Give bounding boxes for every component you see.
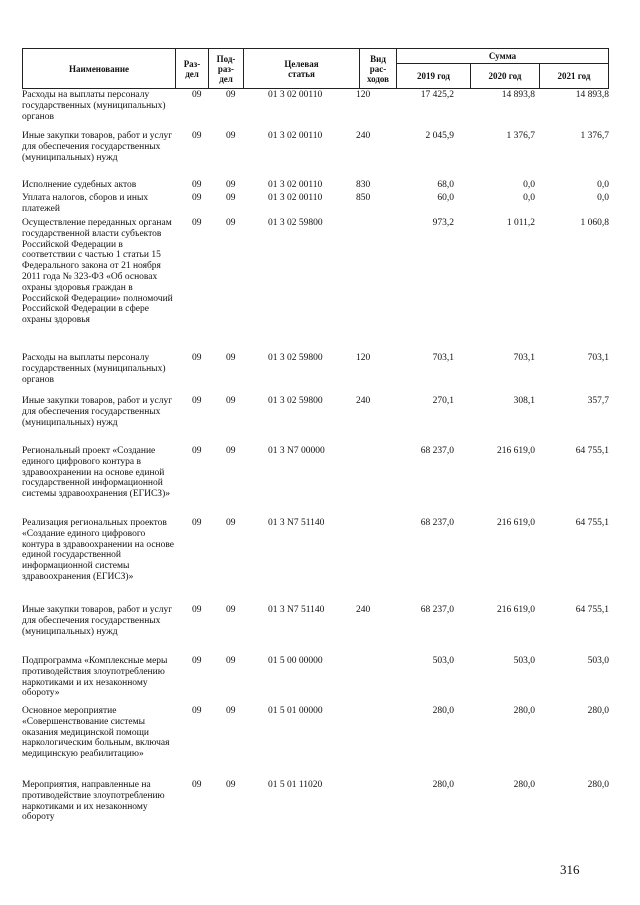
row-name: Основное мероприятие «Совершенствование системы оказания медицинской помощи наркологическим больным, включая медицинскую реабилитацию» xyxy=(22,706,170,760)
row-razdel: 09 xyxy=(192,353,202,363)
row-celevaya: 01 3 N7 51140 xyxy=(268,605,325,615)
row-razdel: 09 xyxy=(192,90,202,100)
row-2020: 503,0 xyxy=(513,656,535,666)
row-name: Подпрограмма «Комплексные меры противодействия злоупотреблению наркотиками и их незаконному обороту» xyxy=(22,656,168,699)
row-2019: 2 045,9 xyxy=(425,131,454,141)
row-celevaya: 01 3 02 00110 xyxy=(268,180,323,190)
row-razdel: 09 xyxy=(192,518,202,528)
row-2019: 68 237,0 xyxy=(420,518,454,528)
row-name: Осуществление переданных органам государственной власти субъектов Российской Федерации в соответствии с частью 1 статьи 15 Федерального закона от 21 ноября 2011 года № 323-ФЗ «Об основах охраны здоровья граждан в Российской Федерации» полномочий Российской Федерации в сфере охраны здоровья xyxy=(22,218,173,326)
row-razdel: 09 xyxy=(192,193,202,203)
table-header xyxy=(22,48,609,89)
row-2019: 973,2 xyxy=(432,218,454,228)
row-podrazdel: 09 xyxy=(226,518,236,528)
row-2020: 216 619,0 xyxy=(497,446,535,456)
header-podrazdel: Под- раз- дел xyxy=(209,49,244,88)
row-podrazdel: 09 xyxy=(226,446,236,456)
row-podrazdel: 09 xyxy=(226,656,236,666)
row-2019: 280,0 xyxy=(432,706,454,716)
row-razdel: 09 xyxy=(192,706,202,716)
row-celevaya: 01 3 02 00110 xyxy=(268,131,323,141)
row-name: Уплата налогов, сборов и иных платежей xyxy=(22,193,149,214)
header-summa: Сумма xyxy=(397,49,608,64)
row-vid: 830 xyxy=(356,180,371,190)
row-celevaya: 01 5 01 11020 xyxy=(268,780,323,790)
row-2021: 1 376,7 xyxy=(580,131,609,141)
row-2021: 64 755,1 xyxy=(575,518,609,528)
row-2019: 280,0 xyxy=(432,780,454,790)
row-celevaya: 01 5 01 00000 xyxy=(268,706,323,716)
row-2021: 503,0 xyxy=(587,656,609,666)
header-name: Наименование xyxy=(23,49,176,88)
row-2020: 280,0 xyxy=(513,706,535,716)
row-name: Мероприятия, направленные на противодействие злоупотреблению наркотиками и их незаконному обороту xyxy=(22,780,165,823)
row-celevaya: 01 3 02 59800 xyxy=(268,218,323,228)
row-2021: 280,0 xyxy=(587,706,609,716)
row-celevaya: 01 3 02 59800 xyxy=(268,353,323,363)
header-vid: Вид рас- ходов xyxy=(360,49,397,88)
row-razdel: 09 xyxy=(192,396,202,406)
row-celevaya: 01 5 00 00000 xyxy=(268,656,323,666)
header-2020: 2020 год xyxy=(471,64,540,88)
page-number: 316 xyxy=(560,862,580,877)
header-razdel: Раз- дел xyxy=(176,49,209,88)
row-celevaya: 01 3 02 00110 xyxy=(268,193,323,203)
row-podrazdel: 09 xyxy=(226,218,236,228)
row-2021: 64 755,1 xyxy=(575,605,609,615)
row-name: Расходы на выплаты персоналу государственных (муниципальных) органов xyxy=(22,353,166,385)
row-2020: 0,0 xyxy=(523,180,535,190)
row-name: Иные закупки товаров, работ и услуг для обеспечения государственных (муниципальных) нужд xyxy=(22,396,173,428)
row-2020: 14 893,8 xyxy=(501,90,535,100)
row-vid: 240 xyxy=(356,396,371,406)
row-2021: 0,0 xyxy=(597,180,609,190)
row-razdel: 09 xyxy=(192,446,202,456)
row-podrazdel: 09 xyxy=(226,193,236,203)
row-2019: 68,0 xyxy=(437,180,454,190)
row-2020: 308,1 xyxy=(513,396,535,406)
row-celevaya: 01 3 N7 00000 xyxy=(268,446,325,456)
row-2021: 0,0 xyxy=(597,193,609,203)
header-celevaya: Целевая статья xyxy=(244,49,360,88)
row-2021: 1 060,8 xyxy=(580,218,609,228)
row-2020: 216 619,0 xyxy=(497,605,535,615)
row-2019: 703,1 xyxy=(432,353,454,363)
row-2020: 1 011,2 xyxy=(506,218,535,228)
row-name: Реализация региональных проектов «Создание единого цифрового контура в здравоохранении на основе единой государственной информационной системы здравоохранения (ЕГИСЗ)» xyxy=(22,518,175,582)
row-vid: 850 xyxy=(356,193,371,203)
row-name: Региональный проект «Создание единого цифрового контура в здравоохранении на основе единой государственной информационной системы здравоохранения (ЕГИСЗ)» xyxy=(22,446,170,500)
row-2019: 270,1 xyxy=(432,396,454,406)
row-2020: 280,0 xyxy=(513,780,535,790)
row-celevaya: 01 3 N7 51140 xyxy=(268,518,325,528)
row-2021: 703,1 xyxy=(587,353,609,363)
row-vid: 240 xyxy=(356,605,371,615)
row-2021: 357,7 xyxy=(587,396,609,406)
row-2019: 68 237,0 xyxy=(420,446,454,456)
row-podrazdel: 09 xyxy=(226,131,236,141)
row-podrazdel: 09 xyxy=(226,780,236,790)
row-podrazdel: 09 xyxy=(226,396,236,406)
row-celevaya: 01 3 02 00110 xyxy=(268,90,323,100)
row-vid: 240 xyxy=(356,131,371,141)
row-celevaya: 01 3 02 59800 xyxy=(268,396,323,406)
row-razdel: 09 xyxy=(192,605,202,615)
row-vid: 120 xyxy=(356,90,371,100)
row-name: Иные закупки товаров, работ и услуг для обеспечения государственных (муниципальных) нужд xyxy=(22,605,173,637)
row-2020: 1 376,7 xyxy=(506,131,535,141)
row-razdel: 09 xyxy=(192,180,202,190)
row-podrazdel: 09 xyxy=(226,706,236,716)
row-2019: 68 237,0 xyxy=(420,605,454,615)
row-2019: 60,0 xyxy=(437,193,454,203)
row-razdel: 09 xyxy=(192,131,202,141)
row-2020: 703,1 xyxy=(513,353,535,363)
row-2020: 0,0 xyxy=(523,193,535,203)
row-name: Расходы на выплаты персоналу государственных (муниципальных) органов xyxy=(22,90,166,122)
header-2019: 2019 год xyxy=(397,64,471,88)
header-2021: 2021 год xyxy=(557,71,591,81)
row-razdel: 09 xyxy=(192,656,202,666)
row-name: Исполнение судебных актов xyxy=(22,180,137,190)
row-razdel: 09 xyxy=(192,780,202,790)
row-podrazdel: 09 xyxy=(226,90,236,100)
row-name: Иные закупки товаров, работ и услуг для обеспечения государственных (муниципальных) нужд xyxy=(22,131,173,163)
row-razdel: 09 xyxy=(192,218,202,228)
row-podrazdel: 09 xyxy=(226,353,236,363)
row-2021: 280,0 xyxy=(587,780,609,790)
row-2021: 14 893,8 xyxy=(575,90,609,100)
row-vid: 120 xyxy=(356,353,371,363)
row-2021: 64 755,1 xyxy=(575,446,609,456)
row-2020: 216 619,0 xyxy=(497,518,535,528)
row-podrazdel: 09 xyxy=(226,180,236,190)
row-2019: 17 425,2 xyxy=(420,90,454,100)
row-podrazdel: 09 xyxy=(226,605,236,615)
row-2019: 503,0 xyxy=(432,656,454,666)
